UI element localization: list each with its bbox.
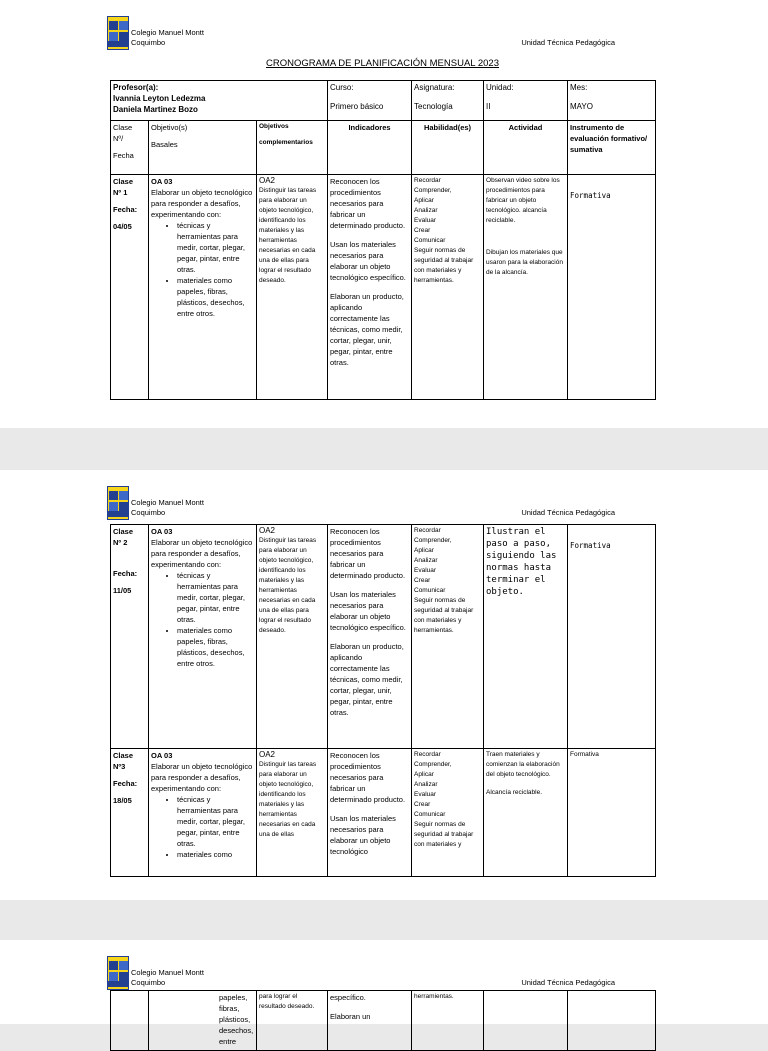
- column-header-row: [111, 121, 656, 175]
- objective-cell: papeles, fibras, plásticos, desechos, entre: [149, 991, 257, 1051]
- school-logo-icon: [107, 956, 129, 990]
- activity-cell: [484, 991, 568, 1051]
- class-cell: Clase Nº 2 Fecha: 11/05: [111, 525, 149, 749]
- objective-list: • técnicas y herramientas para medir, cortar, plegar, pegar, pintar, entre otras. • materiales como papeles, fibras, plásticos, desechos, entre otros.: [177, 570, 254, 669]
- table-row: [111, 749, 656, 877]
- planning-table-continued: [110, 990, 656, 1051]
- school-name: Colegio Manuel Montt: [131, 498, 204, 507]
- course-cell: Curso: Primero básico: [328, 81, 412, 121]
- col-complementarios: Objetivos complementarios: [257, 121, 328, 175]
- school-logo-icon: [107, 486, 129, 520]
- activity-cell: Ilustran el paso a paso, siguiendo las normas hasta terminar el objeto.: [484, 525, 568, 749]
- evaluation-cell: Formativa: [568, 749, 656, 877]
- table-row: [111, 991, 656, 1051]
- table-row: [111, 525, 656, 749]
- unit-label: Unidad Técnica Pedagógica: [521, 38, 615, 47]
- objective-cell: OA 03 Elaborar un objeto tecnológico para responder a desafíos, experimentando con: • técnicas y herramientas para medir, cortar, plegar, pegar, pintar, entre otras. • materiales como papeles, fibras, plásticos, desechos, entre otros.: [149, 525, 257, 749]
- indicators-cell: Reconocen los procedimientos necesarios para fabricar un determinado producto. Usan los materiales necesarios para elaborar un objeto tecnológico: [328, 749, 412, 877]
- document-page-3: [0, 940, 768, 1046]
- col-habilidades: Habilidad(es): [412, 121, 484, 175]
- school-name: Colegio Manuel Montt: [131, 968, 204, 977]
- skills-cell: Recordar Comprender, Aplicar Analizar Evaluar Crear Comunicar Seguir normas de seguridad al trabajar con materiales y herramientas.: [412, 525, 484, 749]
- class-cell: Clase Nº3 Fecha: 18/05: [111, 749, 149, 877]
- complementary-cell: para lograr el resultado deseado.: [257, 991, 328, 1051]
- page-header: [107, 956, 655, 992]
- col-instrumento: Instrumento de evaluación formativo/ sumativa: [568, 121, 656, 175]
- school-info: [131, 28, 204, 48]
- indicators-cell: Reconocen los procedimientos necesarios para fabricar un determinado producto. Usan los materiales necesarios para elaborar un objeto tecnológico específico. Elaboran un producto, aplicando correctamente las técnicas, como medir, cortar, plegar, unir, pegar, pintar, entre otras.: [328, 175, 412, 400]
- school-info: [131, 968, 204, 988]
- activity-cell: Observan video sobre los procedimientos para fabricar un objeto tecnológico. alcancía reciclable. Dibujan los materiales que usaron para la elaboración de la alcancía.: [484, 175, 568, 400]
- school-info: [131, 498, 204, 518]
- objective-cell: OA 03 Elaborar un objeto tecnológico para responder a desafíos, experimentando con: • técnicas y herramientas para medir, cortar, plegar, pegar, pintar, entre otras. • materiales como: [149, 749, 257, 877]
- subject-cell: Asignatura: Tecnología: [412, 81, 484, 121]
- class-cell: Clase Nº 1 Fecha: 04/05: [111, 175, 149, 400]
- col-indicadores: Indicadores: [328, 121, 412, 175]
- info-row: [111, 81, 656, 121]
- col-clase: Clase Nº/ Fecha: [111, 121, 149, 175]
- col-actividad: Actividad: [484, 121, 568, 175]
- teacher-cell: Profesor(a): Ivannia Leyton Ledezma Daniela Martinez Bozo: [111, 81, 328, 121]
- objective-cell: OA 03 Elaborar un objeto tecnológico para responder a desafíos, experimentando con: • técnicas y herramientas para medir, cortar, plegar, pegar, pintar, entre otras. • materiales como papeles, fibras, plásticos, desechos, entre otros.: [149, 175, 257, 400]
- page-header: [107, 16, 655, 52]
- complementary-cell: OA2 Distinguir las tareas para elaborar un objeto tecnológico, identificando los materiales y las herramientas necesarias en cada una de ellas: [257, 749, 328, 877]
- school-city: Coquimbo: [131, 508, 166, 517]
- school-logo-icon: [107, 16, 129, 50]
- teacher-2: Daniela Martinez Bozo: [113, 105, 198, 114]
- page-header: [107, 486, 655, 522]
- skills-cell: Recordar Comprender, Aplicar Analizar Evaluar Crear Comunicar Seguir normas de seguridad al trabajar con materiales y herramientas.: [412, 175, 484, 400]
- unit-cell: Unidad: II: [484, 81, 568, 121]
- evaluation-cell: [568, 991, 656, 1051]
- document-title: CRONOGRAMA DE PLANIFICACIÓN MENSUAL 2023: [266, 58, 499, 69]
- objective-list: • técnicas y herramientas para medir, cortar, plegar, pegar, pintar, entre otras. • materiales como papeles, fibras, plásticos, desechos, entre otros.: [177, 220, 254, 319]
- planning-table: [110, 80, 656, 400]
- school-city: Coquimbo: [131, 38, 166, 47]
- skills-cell: herramientas.: [412, 991, 484, 1051]
- class-cell: [111, 991, 149, 1051]
- month-cell: Mes: MAYO: [568, 81, 656, 121]
- evaluation-cell: Formativa: [568, 175, 656, 400]
- planning-table-continued: [110, 524, 656, 877]
- skills-cell: Recordar Comprender, Aplicar Analizar Evaluar Crear Comunicar Seguir normas de seguridad al trabajar con materiales y: [412, 749, 484, 877]
- table-row: [111, 175, 656, 400]
- school-city: Coquimbo: [131, 978, 166, 987]
- evaluation-cell: Formativa: [568, 525, 656, 749]
- document-page-1: [0, 0, 768, 428]
- complementary-cell: OA2 Distinguir las tareas para elaborar un objeto tecnológico, identificando los materiales y las herramientas necesarias en cada una de ellas para lograr el resultado deseado.: [257, 175, 328, 400]
- activity-cell: Traen materiales y comienzan la elaboración del objeto tecnológico. Alcancía reciclable.: [484, 749, 568, 877]
- col-objetivo: Objetivo(s) Basales: [149, 121, 257, 175]
- document-page-2: [0, 470, 768, 900]
- unit-label: Unidad Técnica Pedagógica: [521, 508, 615, 517]
- school-name: Colegio Manuel Montt: [131, 28, 204, 37]
- objective-list: • técnicas y herramientas para medir, cortar, plegar, pegar, pintar, entre otras. • materiales como: [177, 794, 254, 860]
- indicators-cell: específico. Elaboran un: [328, 991, 412, 1051]
- teacher-1: Ivannia Leyton Ledezma: [113, 94, 206, 103]
- indicators-cell: Reconocen los procedimientos necesarios para fabricar un determinado producto. Usan los materiales necesarios para elaborar un objeto tecnológico específico. Elaboran un producto, aplicando correctamente las técnicas, como medir, cortar, plegar, unir, pegar, pintar, entre otras.: [328, 525, 412, 749]
- unit-label: Unidad Técnica Pedagógica: [521, 978, 615, 987]
- complementary-cell: OA2 Distinguir las tareas para elaborar un objeto tecnológico, identificando los materiales y las herramientas necesarias en cada una de ellas para lograr el resultado deseado.: [257, 525, 328, 749]
